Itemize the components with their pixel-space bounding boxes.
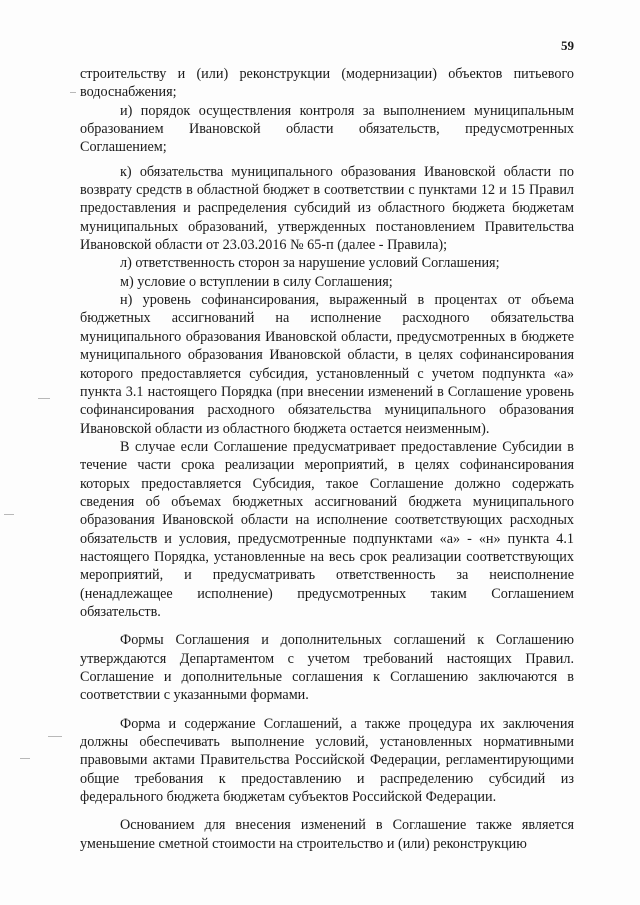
paragraph-partial-term: В случае если Соглашение предусматривает предоставление Субсидии в течение части срока реализации мероприятий, в целях софинансирования которых предоставляется Субсидия, такое Соглашение должно содержать сведения об объемах бюджетных ассигнований бюджета муниципального образования Ивановской области на исполнение соответствующих расходных обязательств и условия, предусмотренные подпунктами «а» - «н» пункта 4.1 настоящего Порядка, установленные на весь срок реализации соответствующих мероприятий, и предусматривать ответственность за неисполнение (ненадлежащее исполнение) предусмотренных таким Соглашением обязательств. (80, 438, 574, 620)
document-body (80, 65, 574, 853)
paragraph-item-i: и) порядок осуществления контроля за выполнением муниципальным образованием Ивановской области обязательств, предусмотренных Соглашением; (80, 102, 574, 156)
paragraph-item-m: м) условие о вступлении в силу Соглашения; (120, 273, 393, 290)
margin-mark (38, 398, 50, 399)
paragraph-agreement-forms: Формы Соглашения и дополнительных соглашений к Соглашению утверждаются Департаментом с учетом требований настоящих Правил. Соглашение и дополнительные соглашения к Соглашению заключаются в соответствии с указанными формами. (80, 632, 574, 704)
page-number: 59 (561, 38, 574, 53)
margin-mark (20, 758, 30, 759)
margin-mark (48, 736, 62, 737)
paragraph-continuation: строительству и (или) реконструкции (модернизации) объектов питьевого водоснабжения; (80, 66, 574, 101)
paragraph-agreement-content: Форма и содержание Соглашений, а также процедура их заключения должны обеспечивать выполнение условий, установленных нормативными правовыми актами Правительства Российской Федерации, регламентирующими общие требования к предоставлению и распределению субсидий из федерального бюджета бюджетам субъектов Российской Федерации. (80, 715, 574, 806)
margin-mark (70, 92, 76, 93)
paragraph-item-n: н) уровень софинансирования, выраженный в процентах от объема бюджетных ассигнований на исполнение расходного обязательства муниципального образования Ивановской области, предусмотренных в бюджете муниципального образования Ивановской области, в целях софинансирования которого предоставляется субсидия, установленный с учетом подпункта «а» пункта 3.1 настоящего Порядка (при внесении изменений в Соглашение уровень софинансирования расходного обязательства муниципального образования Ивановской области из областного бюджета остается неизменным). (80, 292, 574, 437)
paragraph-item-l: л) ответственность сторон за нарушение условий Соглашения; (120, 255, 500, 272)
margin-mark (4, 514, 14, 515)
paragraph-item-k: к) обязательства муниципального образования Ивановской области по возврату средств в областной бюджет в соответствии с пунктами 12 и 15 Правил предоставления и распределения субсидий из областного бюджета бюджетам муниципальных образований, утвержденных постановлением Правительства Ивановской области от 23.03.2016 № 65-п (далее - Правила); (80, 163, 574, 254)
paragraph-amendment-grounds: Основанием для внесения изменений в Соглашение также является уменьшение сметной стоимости на строительство и (или) реконструкцию (80, 817, 574, 852)
